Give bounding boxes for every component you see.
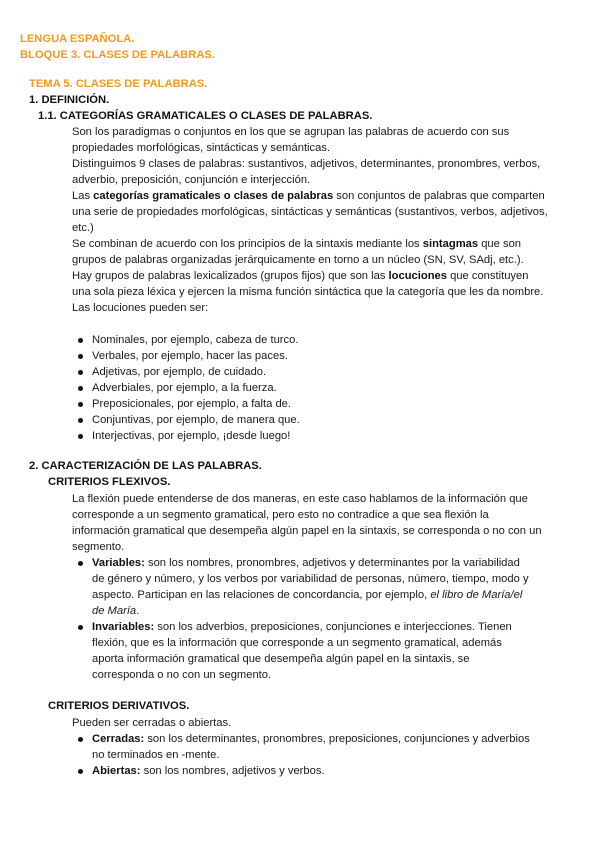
flexion-paragraph: La flexión puede entenderse de dos maneras, en este caso hablamos de la información que corresponde a un segmento gramatical, pero esto no contradice a que sea flexión la información gramatical que desempeña algún papel en la sintaxis, se corresponda o no con un segmento.	[72, 493, 542, 553]
bullet-icon	[78, 625, 83, 630]
paragraph: Se combinan de acuerdo con los principios de la sintaxis mediante los sintagmas que son grupos de palabras organizadas jerárquicamente en torno a un núcleo (SN, SV, SAdj, etc.).	[72, 238, 524, 266]
bullet-icon	[78, 354, 83, 359]
derivativos-paragraph: Pueden ser cerradas o abiertas.	[72, 717, 232, 729]
paragraph: Hay grupos de palabras lexicalizados (grupos fijos) que son las locuciones que constituyen una sola pieza léxica y ejercen la misma función sintáctica que la categoría que les da nombre. Las locuciones pueden ser:	[72, 270, 544, 314]
bullet-icon	[78, 737, 83, 742]
bullet-icon	[78, 434, 83, 439]
criterios-derivativos-title: CRITERIOS DERIVATIVOS.	[48, 700, 190, 712]
list-item: Adjetivas, por ejemplo, de cuidado.	[72, 364, 532, 380]
bullet-icon	[78, 338, 83, 343]
bullet-icon	[78, 370, 83, 375]
criterios-flexivos-title: CRITERIOS FLEXIVOS.	[48, 476, 171, 488]
header-block: BLOQUE 3. CLASES DE PALABRAS.	[20, 49, 215, 61]
bullet-icon	[78, 418, 83, 423]
tema-title: TEMA 5. CLASES DE PALABRAS.	[29, 78, 208, 90]
header-subject: LENGUA ESPAÑOLA.	[20, 33, 135, 45]
section-2-title: 2. CARACTERIZACIÓN DE LAS PALABRAS.	[29, 460, 262, 472]
paragraph: Son los paradigmas o conjuntos en los que se agrupan las palabras de acuerdo con sus propiedades morfológicas, sintácticas y semánticas.	[72, 126, 510, 154]
paragraph: Las categorías gramaticales o clases de palabras son conjuntos de palabras que comparten una serie de propiedades morfológicas, sintácticas y semánticas (sustantivos, verbos, adjetivos, etc.)	[72, 190, 548, 234]
section-1-body	[72, 124, 550, 316]
bullet-icon	[78, 561, 83, 566]
locuciones-list	[72, 332, 532, 444]
list-item: Variables: son los nombres, pronombres, adjetivos y determinantes por la variabilidad de género y número, y los verbos por variabilidad de personas, número, tiempo, modo y aspecto. Participan en las relaciones de concordancia, por ejemplo, el libro de María/el de María.	[72, 555, 532, 619]
document-header	[20, 31, 215, 63]
list-item: Adverbiales, por ejemplo, a la fuerza.	[72, 380, 532, 396]
list-item: Verbales, por ejemplo, hacer las paces.	[72, 348, 532, 364]
flexivos-list	[72, 555, 532, 683]
bullet-icon	[78, 386, 83, 391]
list-item: Interjectivas, por ejemplo, ¡desde luego!	[72, 428, 532, 444]
section-1-1-title: 1.1. CATEGORÍAS GRAMATICALES O CLASES DE PALABRAS.	[38, 110, 373, 122]
list-item: Nominales, por ejemplo, cabeza de turco.	[72, 332, 532, 348]
list-item: Invariables: son los adverbios, preposiciones, conjunciones e interjecciones. Tienen flexión, que es la información que corresponde a un segmento gramatical, además aporta información gramatical que desempeña algún papel en la sintaxis, se corresponda o no con un segmento.	[72, 619, 532, 683]
list-item: Abiertas: son los nombres, adjetivos y verbos.	[72, 763, 532, 779]
list-item: Cerradas: son los determinantes, pronombres, preposiciones, conjunciones y adverbios no terminados en -mente.	[72, 731, 532, 763]
bullet-icon	[78, 402, 83, 407]
derivativos-list	[72, 731, 532, 779]
bullet-icon	[78, 769, 83, 774]
section-1-title: 1. DEFINICIÓN.	[29, 94, 110, 106]
list-item: Preposicionales, por ejemplo, a falta de.	[72, 396, 532, 412]
paragraph: Distinguimos 9 clases de palabras: sustantivos, adjetivos, determinantes, pronombres, verbos, adverbio, preposición, conjunción e interjección.	[72, 158, 541, 186]
list-item: Conjuntivas, por ejemplo, de manera que.	[72, 412, 532, 428]
